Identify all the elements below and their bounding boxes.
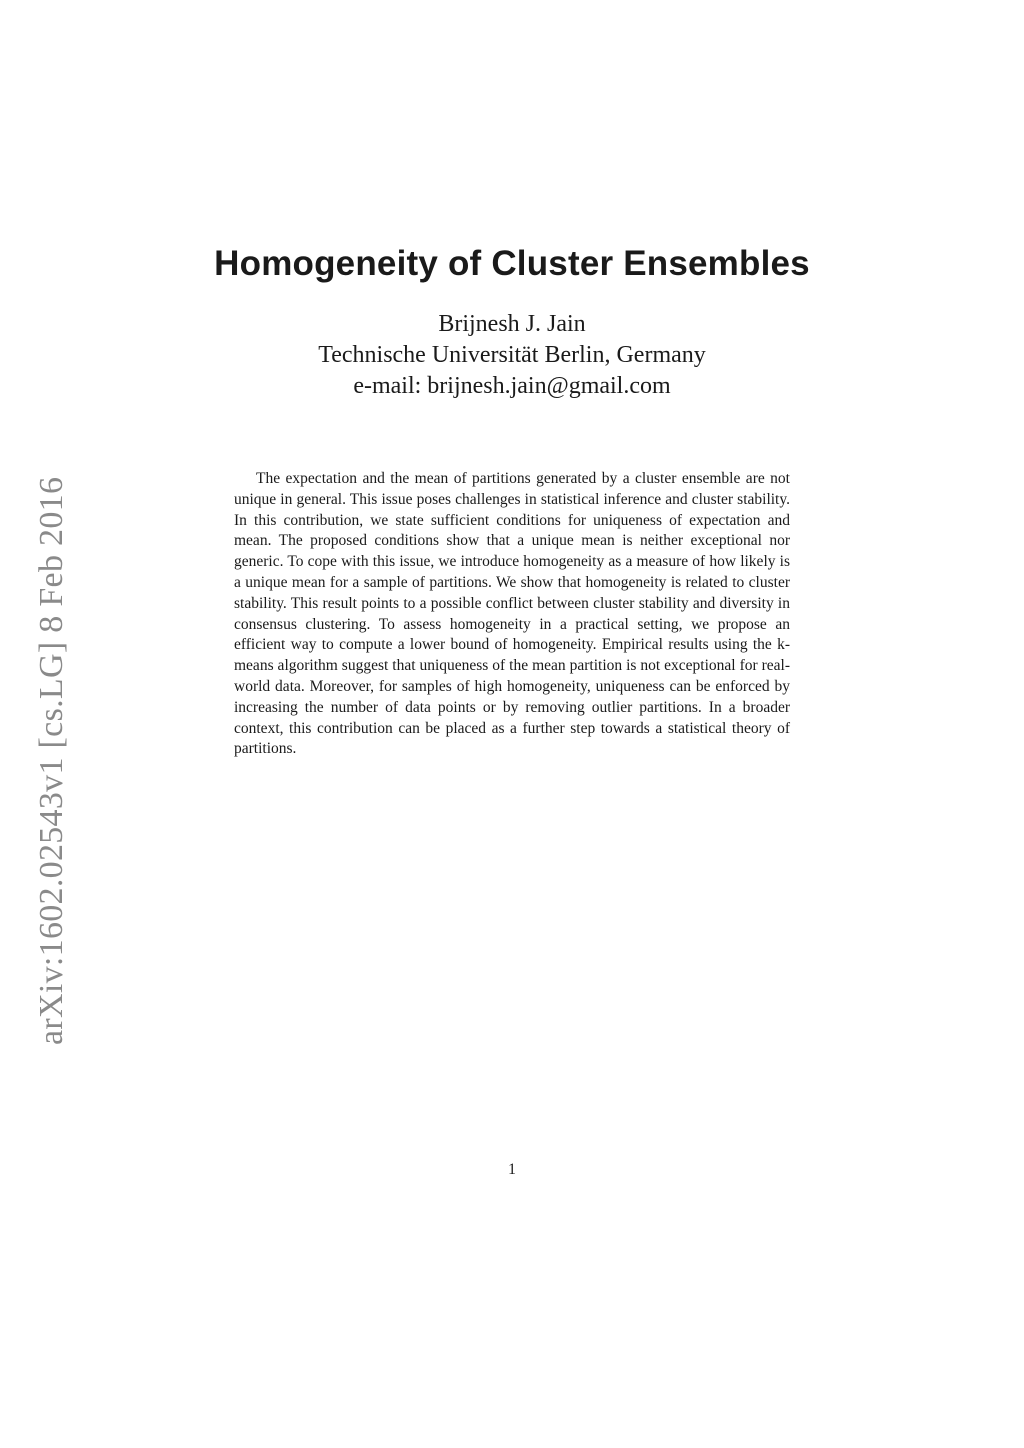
author-name: Brijnesh J. Jain [438, 311, 586, 337]
author-block [0, 309, 1024, 402]
paper-title: Homogeneity of Cluster Ensembles [214, 244, 810, 283]
arxiv-identifier-stamp: arXiv:1602.02543v1 [cs.LG] 8 Feb 2016 [33, 476, 70, 1045]
author-email: e-mail: brijnesh.jain@gmail.com [353, 373, 671, 399]
author-affiliation: Technische Universität Berlin, Germany [318, 342, 706, 368]
page-number: 1 [508, 1161, 516, 1178]
abstract-text: The expectation and the mean of partitions generated by a cluster ensemble are not unique in general. This issue poses challenges in statistical inference and cluster stability. In this contribution, we state sufficient conditions for uniqueness of expectation and mean. The proposed conditions show that a unique mean is neither exceptional nor generic. To cope with this issue, we introduce homogeneity as a measure of how likely is a unique mean for a sample of partitions. We show that homogeneity is related to cluster stability. This result points to a possible conflict between cluster stability and diversity in consensus clustering. To assess homogeneity in a practical setting, we propose an efficient way to compute a lower bound of homogeneity. Empirical results using the k-means algorithm suggest that uniqueness of the mean partition is not exceptional for real-world data. Moreover, for samples of high homogeneity, uniqueness can be enforced by increasing the number of data points or by removing outlier partitions. In a broader context, this contribution can be placed as a further step towards a statistical theory of partitions. [234, 470, 790, 758]
